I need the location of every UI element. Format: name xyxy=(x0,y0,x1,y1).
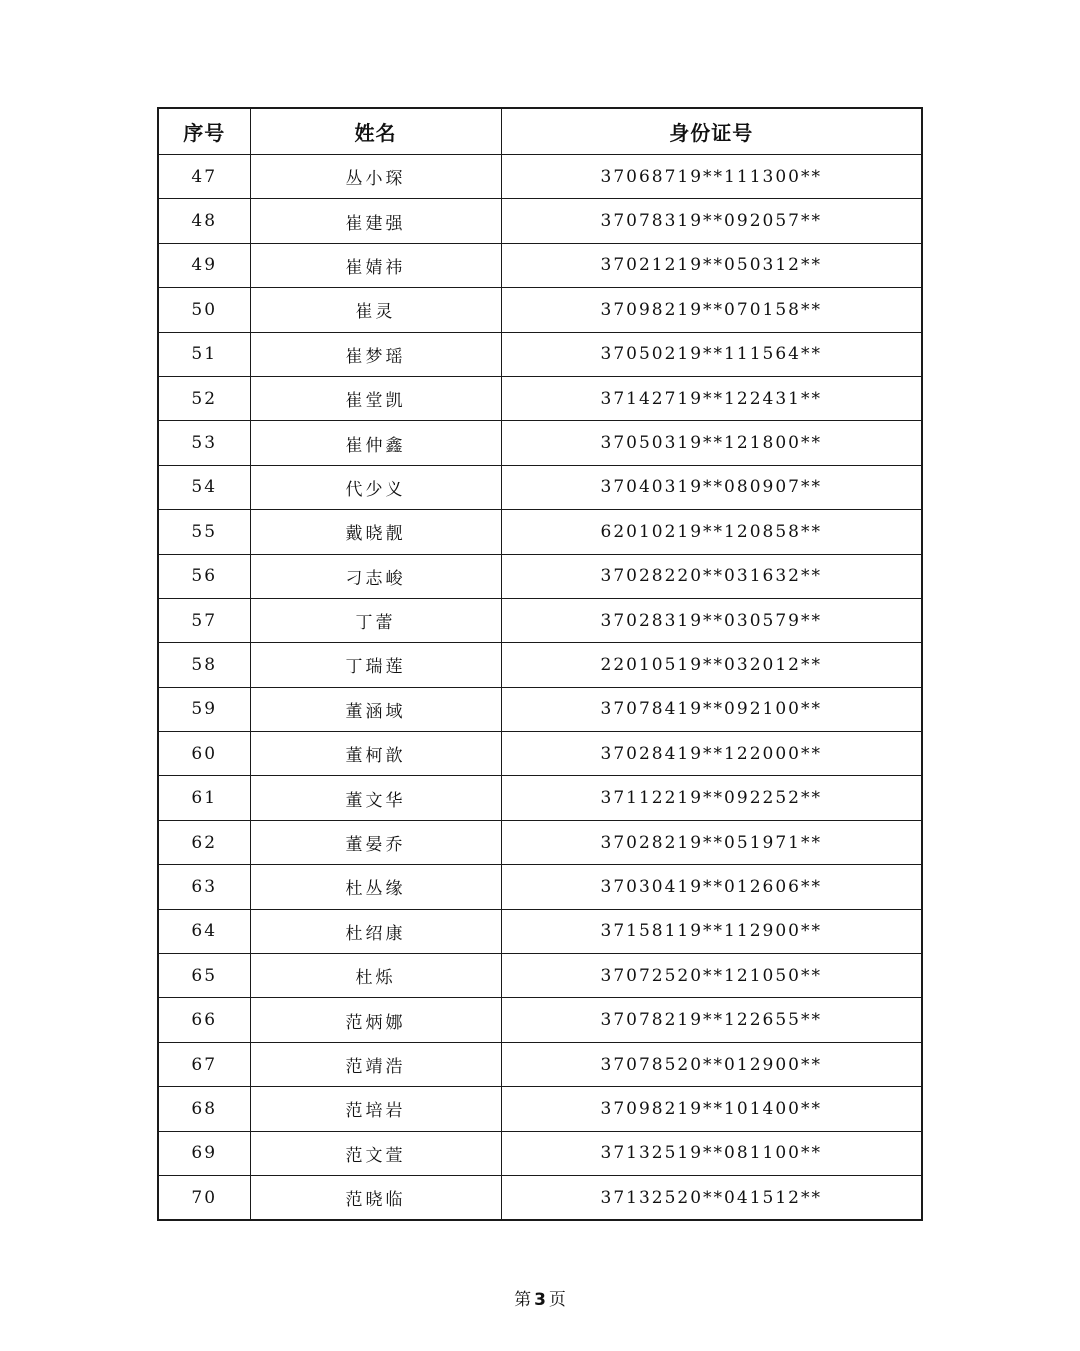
table-row xyxy=(158,598,922,642)
row-name: 崔仲鑫 xyxy=(250,421,501,465)
row-index: 70 xyxy=(158,1175,250,1220)
row-name: 杜丛缘 xyxy=(250,865,501,909)
row-name: 崔灵 xyxy=(250,288,501,332)
row-index: 63 xyxy=(158,865,250,909)
table-row xyxy=(158,1175,922,1220)
row-id-number: 37142719**122431** xyxy=(501,376,922,420)
table-row xyxy=(158,643,922,687)
row-id-number: 37098219**070158** xyxy=(501,288,922,332)
row-index: 51 xyxy=(158,332,250,376)
row-id-number: 37078219**122655** xyxy=(501,998,922,1042)
row-id-number: 37028419**122000** xyxy=(501,732,922,776)
header-row xyxy=(158,108,922,155)
row-name: 董涵域 xyxy=(250,687,501,731)
row-index: 50 xyxy=(158,288,250,332)
table-body xyxy=(158,155,922,1221)
table-row xyxy=(158,954,922,998)
table-row xyxy=(158,865,922,909)
row-index: 47 xyxy=(158,155,250,199)
table-row xyxy=(158,155,922,199)
table-row xyxy=(158,776,922,820)
row-id-number: 37072520**121050** xyxy=(501,954,922,998)
row-id-number: 37050219**111564** xyxy=(501,332,922,376)
row-id-number: 37021219**050312** xyxy=(501,243,922,287)
row-id-number: 37050319**121800** xyxy=(501,421,922,465)
row-index: 62 xyxy=(158,820,250,864)
table-row xyxy=(158,243,922,287)
header-name: 姓名 xyxy=(250,108,501,155)
row-name: 丁蕾 xyxy=(250,598,501,642)
row-index: 65 xyxy=(158,954,250,998)
table-row xyxy=(158,465,922,509)
row-name: 杜烁 xyxy=(250,954,501,998)
table-row xyxy=(158,1131,922,1175)
table-row xyxy=(158,998,922,1042)
row-id-number: 37030419**012606** xyxy=(501,865,922,909)
row-index: 48 xyxy=(158,199,250,243)
row-name: 董柯歆 xyxy=(250,732,501,776)
row-name: 代少义 xyxy=(250,465,501,509)
row-name: 范培岩 xyxy=(250,1087,501,1131)
roster-table xyxy=(157,107,923,1221)
table-row xyxy=(158,288,922,332)
row-index: 67 xyxy=(158,1042,250,1086)
row-index: 53 xyxy=(158,421,250,465)
row-id-number: 37158119**112900** xyxy=(501,909,922,953)
row-name: 崔建强 xyxy=(250,199,501,243)
row-name: 范晓临 xyxy=(250,1175,501,1220)
table-row xyxy=(158,1042,922,1086)
row-id-number: 37078520**012900** xyxy=(501,1042,922,1086)
page-footer xyxy=(0,1285,1080,1310)
table-row xyxy=(158,554,922,598)
header-id-number: 身份证号 xyxy=(501,108,922,155)
row-id-number: 37132520**041512** xyxy=(501,1175,922,1220)
table-row xyxy=(158,820,922,864)
row-id-number: 37028219**051971** xyxy=(501,820,922,864)
header-index: 序号 xyxy=(158,108,250,155)
row-id-number: 37028220**031632** xyxy=(501,554,922,598)
row-name: 崔婧祎 xyxy=(250,243,501,287)
table-row xyxy=(158,199,922,243)
row-name: 杜绍康 xyxy=(250,909,501,953)
row-name: 范文萱 xyxy=(250,1131,501,1175)
row-index: 54 xyxy=(158,465,250,509)
row-index: 64 xyxy=(158,909,250,953)
row-id-number: 37132519**081100** xyxy=(501,1131,922,1175)
row-index: 59 xyxy=(158,687,250,731)
row-name: 戴晓靓 xyxy=(250,510,501,554)
footer-prefix: 第 xyxy=(514,1290,532,1310)
row-index: 57 xyxy=(158,598,250,642)
row-id-number: 37040319**080907** xyxy=(501,465,922,509)
row-index: 60 xyxy=(158,732,250,776)
row-index: 66 xyxy=(158,998,250,1042)
page-number: 3 xyxy=(534,1290,546,1310)
row-name: 崔堂凯 xyxy=(250,376,501,420)
row-name: 范靖浩 xyxy=(250,1042,501,1086)
table-row xyxy=(158,1087,922,1131)
footer-suffix: 页 xyxy=(548,1290,566,1310)
row-name: 范炳娜 xyxy=(250,998,501,1042)
row-index: 55 xyxy=(158,510,250,554)
row-index: 69 xyxy=(158,1131,250,1175)
row-name: 董文华 xyxy=(250,776,501,820)
table-row xyxy=(158,687,922,731)
row-id-number: 62010219**120858** xyxy=(501,510,922,554)
row-id-number: 37078319**092057** xyxy=(501,199,922,243)
row-id-number: 22010519**032012** xyxy=(501,643,922,687)
table-header xyxy=(158,108,922,155)
table-row xyxy=(158,909,922,953)
table-row xyxy=(158,421,922,465)
row-id-number: 37098219**101400** xyxy=(501,1087,922,1131)
row-id-number: 37078419**092100** xyxy=(501,687,922,731)
row-index: 49 xyxy=(158,243,250,287)
row-name: 董晏乔 xyxy=(250,820,501,864)
row-name: 刁志峻 xyxy=(250,554,501,598)
table-row xyxy=(158,376,922,420)
row-index: 52 xyxy=(158,376,250,420)
row-index: 68 xyxy=(158,1087,250,1131)
row-name: 丛小琛 xyxy=(250,155,501,199)
row-id-number: 37068719**111300** xyxy=(501,155,922,199)
table-row xyxy=(158,732,922,776)
row-id-number: 37028319**030579** xyxy=(501,598,922,642)
row-index: 61 xyxy=(158,776,250,820)
row-index: 58 xyxy=(158,643,250,687)
table-row xyxy=(158,510,922,554)
row-name: 丁瑞莲 xyxy=(250,643,501,687)
row-name: 崔梦瑶 xyxy=(250,332,501,376)
table-row xyxy=(158,332,922,376)
row-id-number: 37112219**092252** xyxy=(501,776,922,820)
row-index: 56 xyxy=(158,554,250,598)
